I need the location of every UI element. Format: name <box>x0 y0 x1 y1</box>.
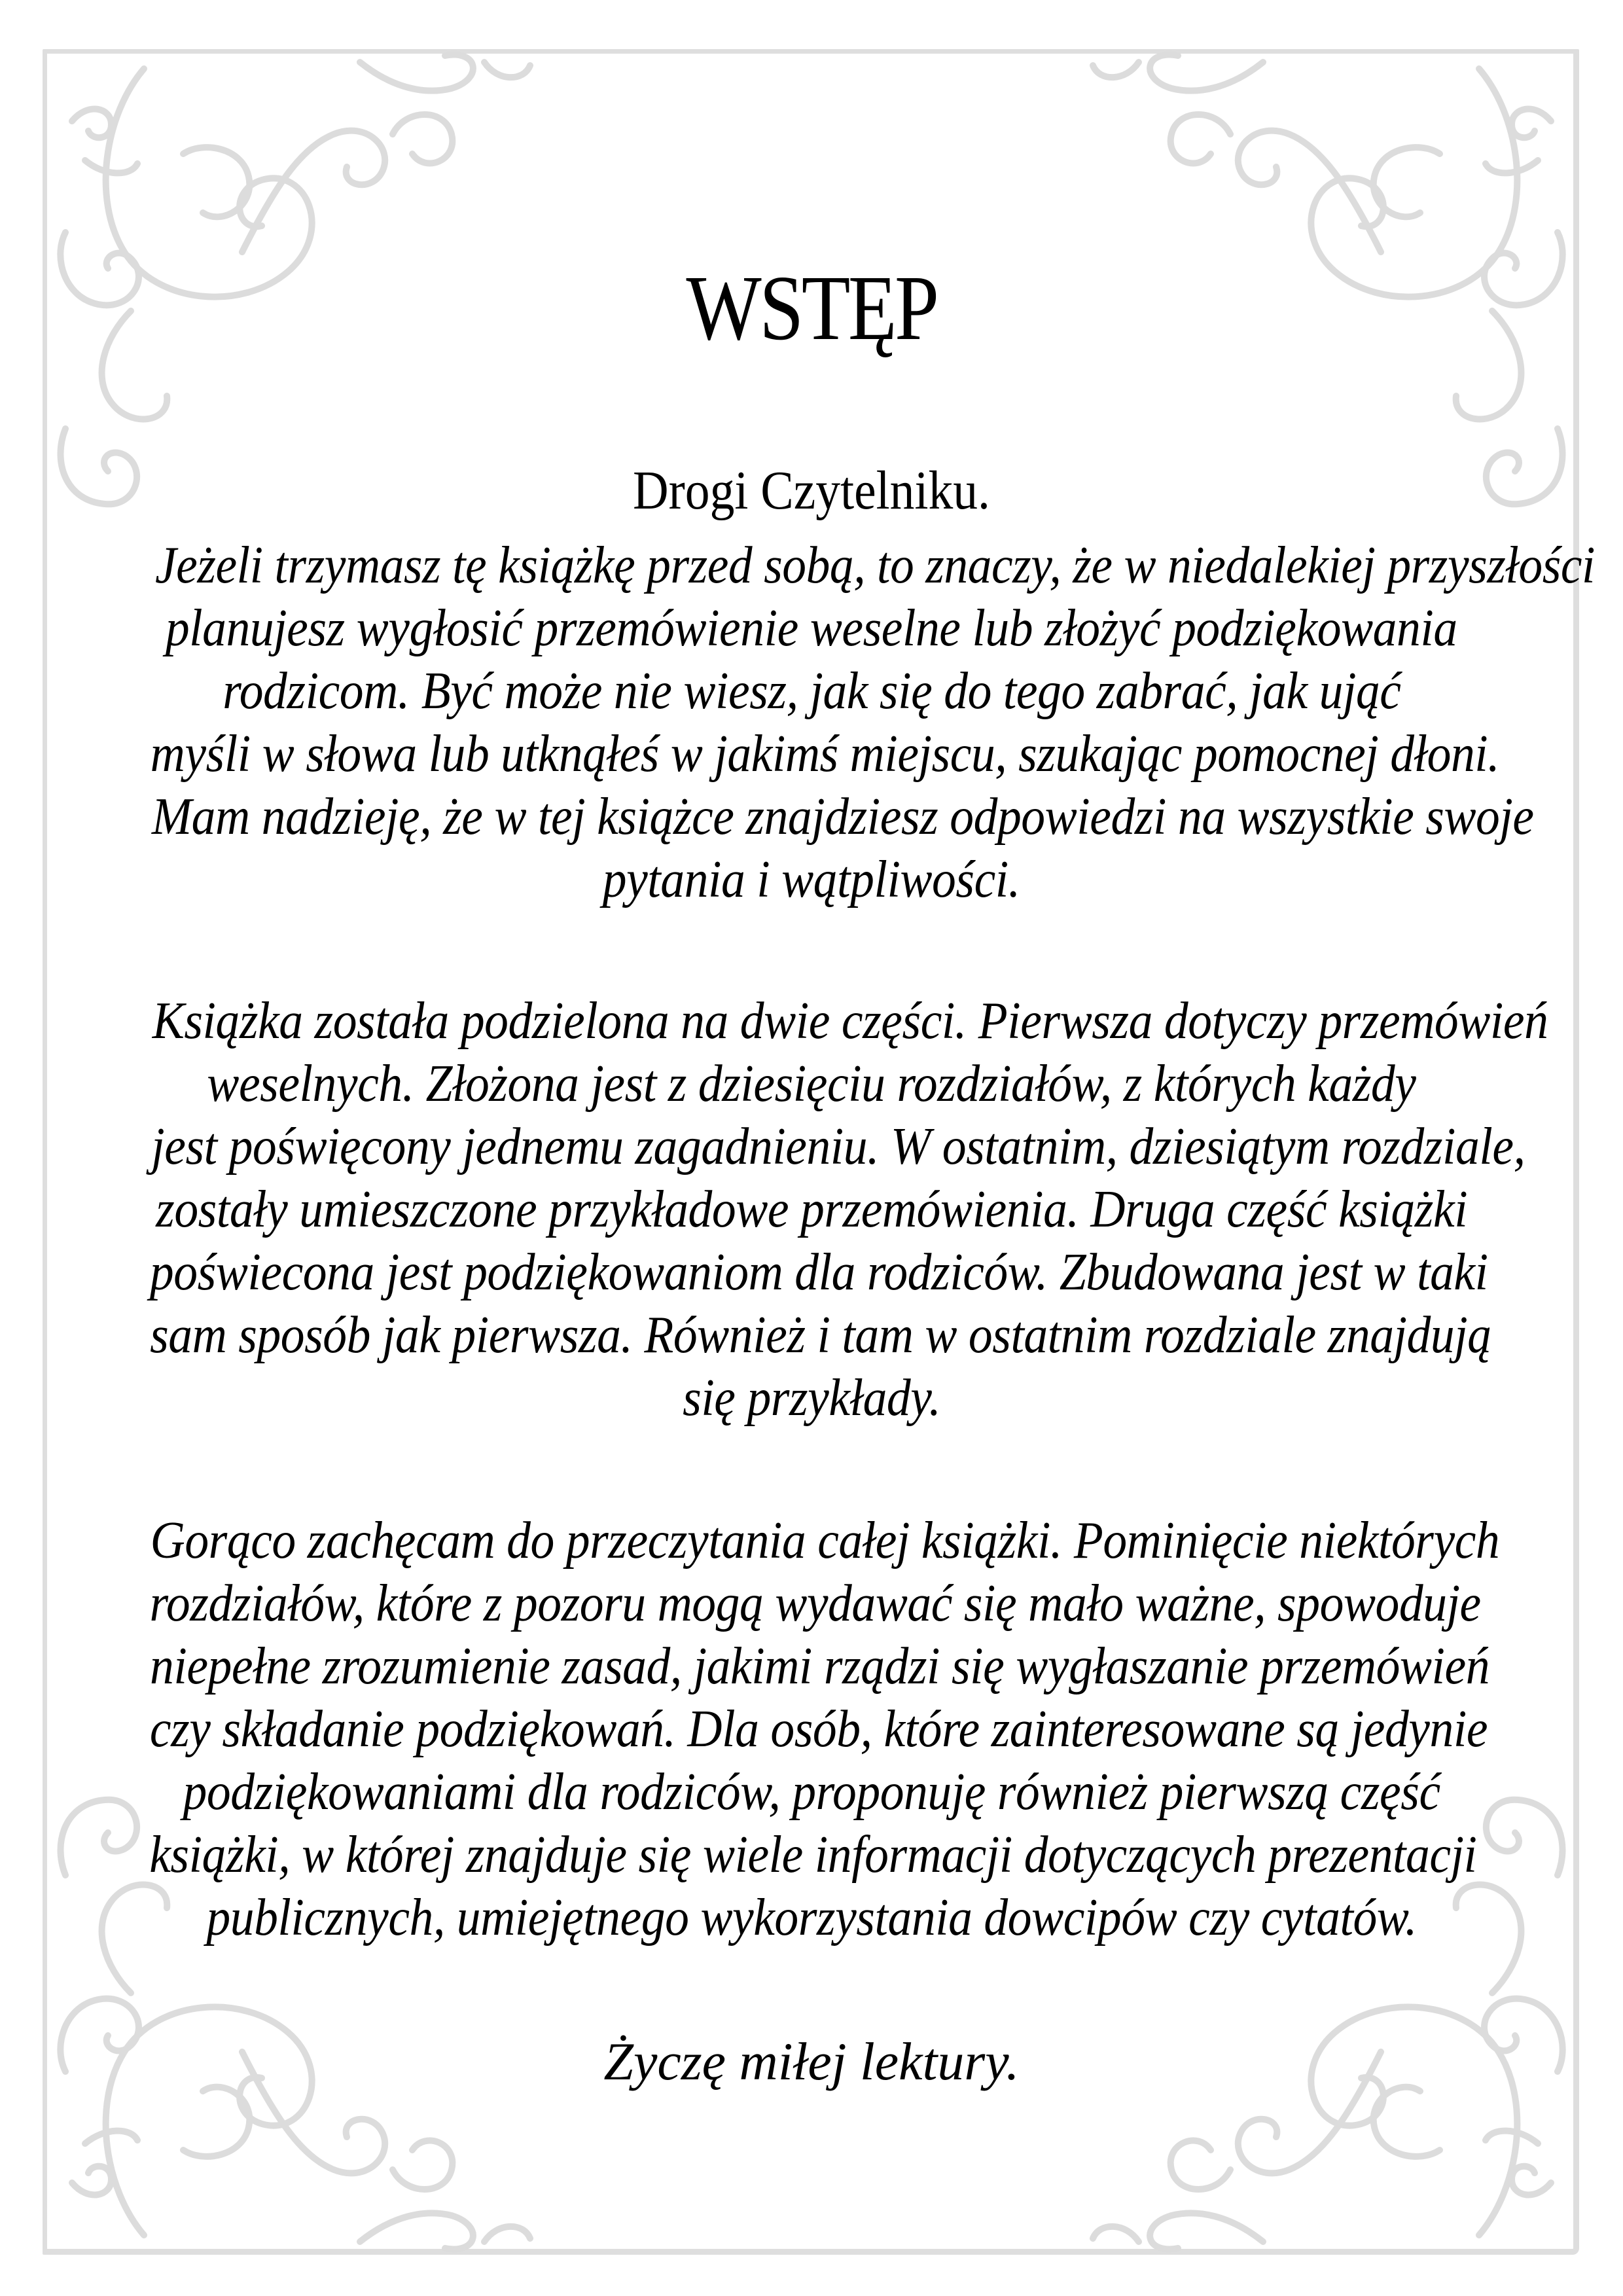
text-line: Książka została podzielona na dwie części. Pierwsza dotyczy przemówień <box>152 992 1548 1050</box>
text-line: sam sposób jak pierwsza. Również i tam w ostatnim rozdziale znajdują <box>150 1306 1491 1364</box>
page-title: WSTĘP <box>686 256 937 359</box>
text-line: jest poświęcony jednemu zagadnieniu. W ostatnim, dziesiątym rozdziale, <box>151 1118 1525 1175</box>
paragraph-intro <box>92 534 1595 911</box>
text-line: planujesz wygłosić przemówienie weselne lub złożyć podziękowania <box>166 600 1457 657</box>
paragraph-structure <box>92 990 1548 1429</box>
text-line: rodzicom. Być może nie wiesz, jak się do tego zabrać, jak ująć <box>222 662 1401 720</box>
text-line: rozdziałów, które z pozoru mogą wydawać się mało ważne, spowoduje <box>149 1575 1481 1632</box>
text-line: niepełne zrozumienie zasad, jakimi rządzi się wygłaszanie przemówień <box>150 1638 1490 1695</box>
text-line: się przykłady. <box>682 1369 941 1427</box>
text-line: czy składanie podziękowań. Dla osób, które zainteresowane są jedynie <box>149 1700 1488 1758</box>
paragraph-encouragement <box>92 1509 1531 1949</box>
salutation: Drogi Czytelniku. <box>633 460 990 521</box>
text-line: Jeżeli trzymasz tę książkę przed sobą, to znaczy, że w niedalekiej przyszłości <box>154 537 1595 594</box>
text-line: poświecona jest podziękowaniom dla rodziców. Zbudowana jest w taki <box>149 1244 1488 1301</box>
text-line: Mam nadzieję, że w tej książce znajdziesz odpowiedzi na wszystkie swoje <box>151 788 1534 846</box>
text-line: publicznych, umiejętnego wykorzystania dowcipów czy cytatów. <box>206 1889 1417 1946</box>
text-line: pytania i wątpliwości. <box>603 851 1020 908</box>
text-line: podziękowaniami dla rodziców, proponuję również pierwszą część <box>183 1763 1440 1821</box>
closing-line: Życzę miłej lektury. <box>603 2032 1020 2091</box>
text-line: Gorąco zachęcam do przeczytania całej książki. Pominięcie niektórych <box>150 1512 1500 1570</box>
text-line: myśli w słowa lub utknąłeś w jakimś miejscu, szukając pomocnej dłoni. <box>150 725 1500 783</box>
text-line: weselnych. Złożona jest z dziesięciu rozdziałów, z których każdy <box>207 1055 1416 1113</box>
text-line: zostały umieszczone przykładowe przemówienia. Druga część książki <box>155 1181 1468 1238</box>
text-line: książki, w której znajduje się wiele informacji dotyczących prezentacji <box>149 1826 1477 1884</box>
